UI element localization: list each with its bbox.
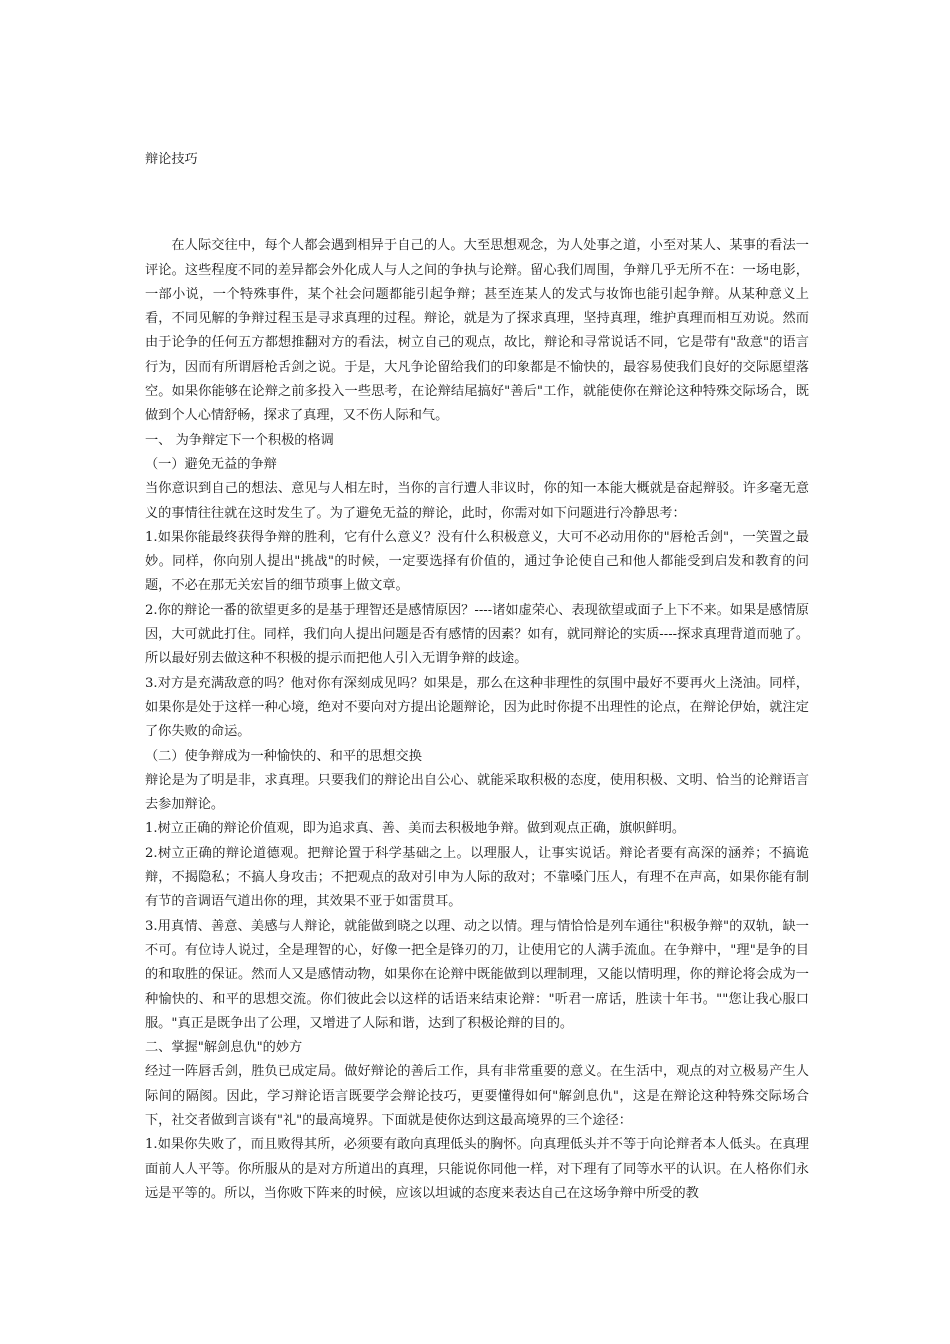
list-item-1-2-2: 2.树立正确的辩论道德观。把辩论置于科学基础之上。以理服人，让事实说话。辩论者要有高深的涵养；不搞诡辩，不揭隐私；不搞人身攻击；不把观点的敌对引申为人际的敌对；不靠嗓门压人，有理不在声高，如果你能有制有节的音调语气道出你的理，其效果不亚于如雷贯耳。 [145, 845, 809, 910]
list-item-2-1: 1.如果你失败了，而且败得其所，必须要有敢向真理低头的胸怀。向真理低头并不等于向论辩者本人低头。在真理面前人人平等。你所服从的是对方所道出的真理，只能说你同他一样，对下理有了同等水平的认识。在人格你们永远是平等的。所以，当你败下阵来的时候，应该以坦诚的态度来表达自己在这场争辩中所受的教 [145, 1137, 809, 1201]
list-item-1-2-3: 3.用真情、善意、美感与人辩论，就能做到晓之以理、动之以情。理与情恰恰是列车通往"积极争辩"的双轨，缺一不可。有位诗人说过，全是理智的心，好像一把全是锋刃的刀，让使用它的人满手流血。在争辩中，"理"是争的目的和取胜的保证。然而人又是感情动物，如果你在论辩中既能做到以理制理，又能以情明理，你的辩论将会成为一种愉快的、和平的思想交流。你们彼此会以这样的话语来结束论辩："听君一席话，胜读十年书。""您让我心服口服。"真正是既争出了公理，又增进了人际和谐，达到了积极论辩的目的。 [145, 918, 809, 1031]
list-item-1-1-2: 2.你的辩论一番的欲望更多的是基于理智还是感情原因？----诸如虚荣心、表现欲望或面子上下不来。如果是感情原因，大可就此打住。同样，我们向人提出问题是否有感情的因素？如有，就同辩论的实质----探求真理背道而驰了。所以最好别去做这种不积极的提示而把他人引入无谓争辩的歧途。 [145, 602, 810, 667]
body-paragraph: 辩论是为了明是非，求真理。只要我们的辩论出自公心、就能采取积极的态度，使用积极、文明、恰当的论辩语言去参加辩论。 [145, 772, 809, 813]
section-heading-1: 一、 为争辩定下一个积极的格调 [145, 432, 334, 448]
list-item-1-2-1: 1.树立正确的辩论价值观，即为追求真、善、美而去积极地争辩。做到观点正确，旗帜鲜明。 [145, 821, 686, 837]
list-item-1-1-1: 1.如果你能最终获得争辩的胜利，它有什么意义？没有什么积极意义，大可不必动用你的"唇枪舌剑"，一笑置之最妙。同样，你向别人提出"挑战"的时候，一定要选择有价值的，通过争论使自己和他人都能受到启发和教育的问题，不必在那无关宏旨的细节琐事上做文章。 [145, 529, 809, 594]
intro-paragraph: 在人际交往中，每个人都会遇到相异于自己的人。大至思想观念，为人处事之道，小至对某人、某事的看法一评论。这些程度不同的差异都会外化成人与人之间的争执与论辩。留心我们周围，争辩几乎无所不在：一场电影，一部小说，一个特殊事件，某个社会问题都能引起争辩；甚至连某人的发式与妆饰也能引起争辩。从某种意义上看，不同见解的争辩过程玉是寻求真理的过程。辩论，就是为了探求真理，坚持真理，维护真理而相互劝说。然而由于论争的任何五方都想推翻对方的看法，树立自己的观点，故比，辩论和寻常说话不同，它是带有"敌意"的语言行为，因而有所谓唇枪舌剑之说。于是，大凡争论留给我们的印象都是不愉快的，最容易使我们良好的交际愿望落空。如果你能够在论辩之前多投入一些思考，在论辩结尾搞好"善后"工作，就能使你在辩论这种特殊交际场合，既做到个人心情舒畅，探求了真理，又不伤人际和气。 [145, 238, 809, 424]
section-heading-2: 二、掌握"解剑息仇"的妙方 [145, 1040, 303, 1056]
list-item-1-1-3: 3.对方是充满敌意的吗？他对你有深刻成见吗？如果是，那么在这种非理性的氛围中最好不要再火上浇油。同样，如果你是处于这样一种心境，绝对不要向对方提出论题辩论，因为此时你提不出理性的论点，在辩论伊始，就注定了你失败的命运。 [145, 675, 809, 740]
subsection-heading-1-1: （一）避免无益的争辩 [145, 456, 277, 472]
document-title: 辩论技巧 [145, 152, 198, 167]
subsection-heading-1-2: （二）使争辩成为一种愉快的、和平的思想交换 [145, 748, 422, 764]
body-paragraph: 经过一阵唇舌剑，胜负已成定局。做好辩论的善后工作，具有非常重要的意义。在生活中，观点的对立极易产生人际间的隔阂。因此，学习辩论语言既要学会辩论技巧，更要懂得如何"解剑息仇"，这是在辩论这种特殊交际场合下，社交者做到言谈有"礼"的最高境界。下面就是使你达到这最高境界的三个途径： [145, 1064, 809, 1128]
document-page [145, 148, 809, 1206]
body-paragraph: 当你意识到自己的想法、意见与人相左时，当你的言行遭人非议时，你的知一本能大概就是奋起辩驳。许多毫无意义的事情往往就在这时发生了。为了避免无益的辩论，此时，你需对如下问题进行冷静思考： [145, 481, 809, 521]
